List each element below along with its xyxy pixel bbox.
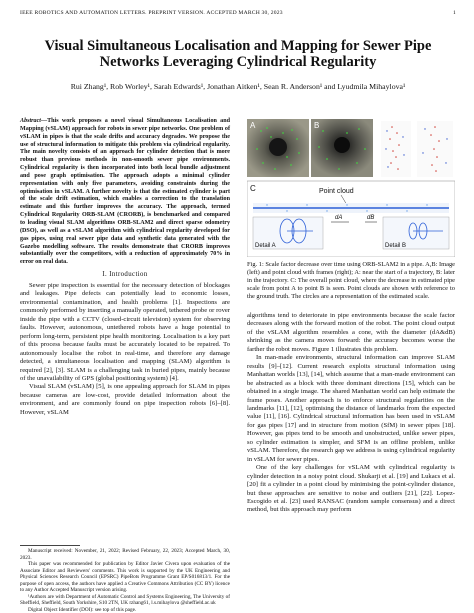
paragraph: In man-made environments, structural information can improve SLAM results [9]–[12]. Current research exploits structural information using Manhattan worlds [13], [14], which assume that a man-made environment can be abstracted as a block with three dominant directions [15], which can be obtained in a single image. The shared Manhattan world can help estimate the frame poses. Another approach is to enforce structural regularities on the landmarks [11], [12], optimising the distance of landmarks from the expected value [11], [16]. Cylindrical structural information has been used in vSLAM for gas pipes [17] and in structure from motion (SfM) in sewer pipes [18]. However, gas pipes tend to be smooth and unobstructed, unlike sewer pipes, so cylinder estimation is simpler, and SFM is an offline problem, unlike vSLAM. Therefore, the research gap we address is using cylindrical regularity in vSLAM for sewer pipes. — [247, 354, 455, 463]
section-heading: I. Introduction — [102, 271, 148, 278]
detail-a-label: Detail A — [255, 243, 276, 249]
paragraph: algorithms tend to deteriorate in pipe environments because the scale factor decreases along with the forward motion of the robot. The point cloud output of the vSLAM algorithm resembles a cone, with the diameter (dA&dB) shrinking as the camera moves forward: the accuracy becomes worse the farther the robot moves. Figure 1 illustrates this problem. — [247, 312, 455, 353]
journal-name: IEEE ROBOTICS AND AUTOMATION LETTERS. PREPRINT VERSION. ACCEPTED MARCH 30, 2023 — [20, 10, 283, 16]
detail-b — [383, 217, 449, 249]
point-cloud-a — [381, 121, 411, 177]
label-c: C — [250, 184, 256, 193]
figure-1-graphic — [247, 119, 455, 257]
detail-b-label: Detail B — [385, 243, 407, 249]
footnote: This paper was recommended for publication by Editor Javier Civera upon evaluation of the Associate Editor and Reviewers' comments. This work is supported by the UK Engineering and Physical Sciences Research Council (EPSRC) PipeBots Programme Grant EP/S016813/1. For the purpose of open access, the authors have applied a Creative Commons Attribution (CC BY) licence to any Author Accepted Manuscript version arising. — [20, 561, 230, 593]
footnote: Digital Object Identifier (DOI): see top of this page. — [28, 606, 137, 613]
detail-a — [253, 217, 323, 249]
author-list: Rui Zhang¹, Rob Worley¹, Sarah Edwards¹, Jonathan Aitken¹, Sean R. Anderson¹ and Lyudmila Mihaylova¹ — [70, 82, 406, 91]
running-header — [20, 10, 456, 16]
page-number: 1 — [453, 10, 456, 16]
footnote: ¹Authors are with Department of Automatic Control and Systems Engineering, The University of Sheffield, Sheffield, South Yorkshire, S10 2TN, UK rzhang61, l.s.mihaylova @sheffield.ac.uk — [20, 593, 230, 606]
right-column-body — [247, 312, 455, 515]
point-cloud-b — [417, 121, 453, 177]
da-label: dA — [335, 215, 343, 221]
paragraph: Visual SLAM (vSLAM) [5], is one appealing approach for SLAM in pipes because cameras are low-cost, provide detailed information about the environment, and are commonly found on pipe inspection robots [6]–[8]. However, vSLAM — [20, 383, 230, 416]
footnotes — [20, 548, 230, 613]
title-line-1: Visual Simultaneous Localisation and Mapping for Sewer Pipe — [44, 38, 432, 54]
point-cloud-strip — [253, 203, 449, 213]
abstract — [20, 118, 230, 267]
label-b: B — [314, 121, 320, 130]
footnote: Manuscript received: November, 21, 2022; Revised February, 22, 2023; Accepted March, 30, 2023. — [20, 548, 230, 561]
label-a: A — [250, 121, 256, 130]
db-label: dB — [367, 215, 375, 221]
abstract-text: —This work proposes a novel visual Simultaneous Localisation and Mapping (vSLAM) approach for robots in sewer pipe networks. One problem of vSLAM in pipes is that the scale drifts and accuracy degrades. We propose the use of structural information to mitigate this problem via cylindrical regularity. The main novelty consists of an approach for cylinder detection that is more robust than previous methods in non-smooth sewer pipe environments. Cylindrical regularity is then incorporated into both local bundle adjustment and pose graph optimisation. The approach adopts a minimal cylinder representation with only five parameters, avoiding constraints during the optimisation in vSLAM. A further novelty is that the estimated cylinder is part of the scale drift estimation, which enables a correction to the translation estimate and this further improves the accuracy. The approach, termed Cylindrical Regularity ORB-SLAM (CRORB), is benchmarked and compared to leading visual SLAM algorithms ORB-SLAM2 and direct sparse odometry (DSO), as well as a vSLAM algorithm with cylindrical regularity developed for gas pipes, using real sewer pipe data and synthetic data generated with the Gazebo modelling software. The results demonstrate that CRORB improves substantially over the competitors, with a reduction of approximately 70% in error on real data. — [20, 118, 230, 266]
figure-caption: Fig. 1: Scale factor decrease over time using ORB-SLAM2 in a pipe. A,B: Image (left) and point cloud with frames (right); A: near the start of a trajectory, B: later in the trajectory. C: The overall point cloud, where the decrease in estimated pipe scale from point A to point B is seen. Point clouds are shown with reference to the ground truth. The circles are a representation of the estimated scale. — [247, 261, 455, 301]
figure-1 — [247, 119, 455, 257]
point-cloud-label: Point cloud — [319, 188, 354, 195]
title-line-2: Networks Leveraging Cylindrical Regularity — [99, 54, 377, 70]
abstract-label: Abstract — [20, 118, 41, 124]
paragraph: One of the key challenges for vSLAM with cylindrical regularity is cylinder detection in a noisy point cloud. Shukarji et al. [19] and Lukacs et al. [20] fit a cylinder in a point cloud by minimising the point-cylinder distance, but these approaches are sensitive to noise and outliers [21], [22]. Lopez-Escogido et al. [23] used RANSAC (random sample consensus) and a direct method, but this approach may perform — [247, 464, 455, 514]
paper-title — [20, 38, 456, 70]
paragraph: Sewer pipe inspection is essential for the necessary detection of blockages and leakages. Pipe defects can potentially lead to economic losses, environmental contamination, and health problems [1]. Inspections are commonly performed by inserting a manually operated, tethered probe or rover inside the pipe with a CCTV (closed-circuit television) system for observing faults. However, autonomous, untethered robots have a huge potential to perform long-term, persistent pipe health monitoring. Localisation is a key part of this process because faults must be accurately located to be repaired. To autonomously localise the robot in real-time, and therefore any damage detected, a simultaneous localisation and mapping (SLAM) algorithm is required [2], [3]. SLAM is a challenging task in buried pipes, mainly because of the unavailability of GPS (global positioning system) [4]. — [20, 282, 230, 382]
left-column-body — [20, 282, 230, 417]
footnote-rule — [20, 545, 80, 546]
